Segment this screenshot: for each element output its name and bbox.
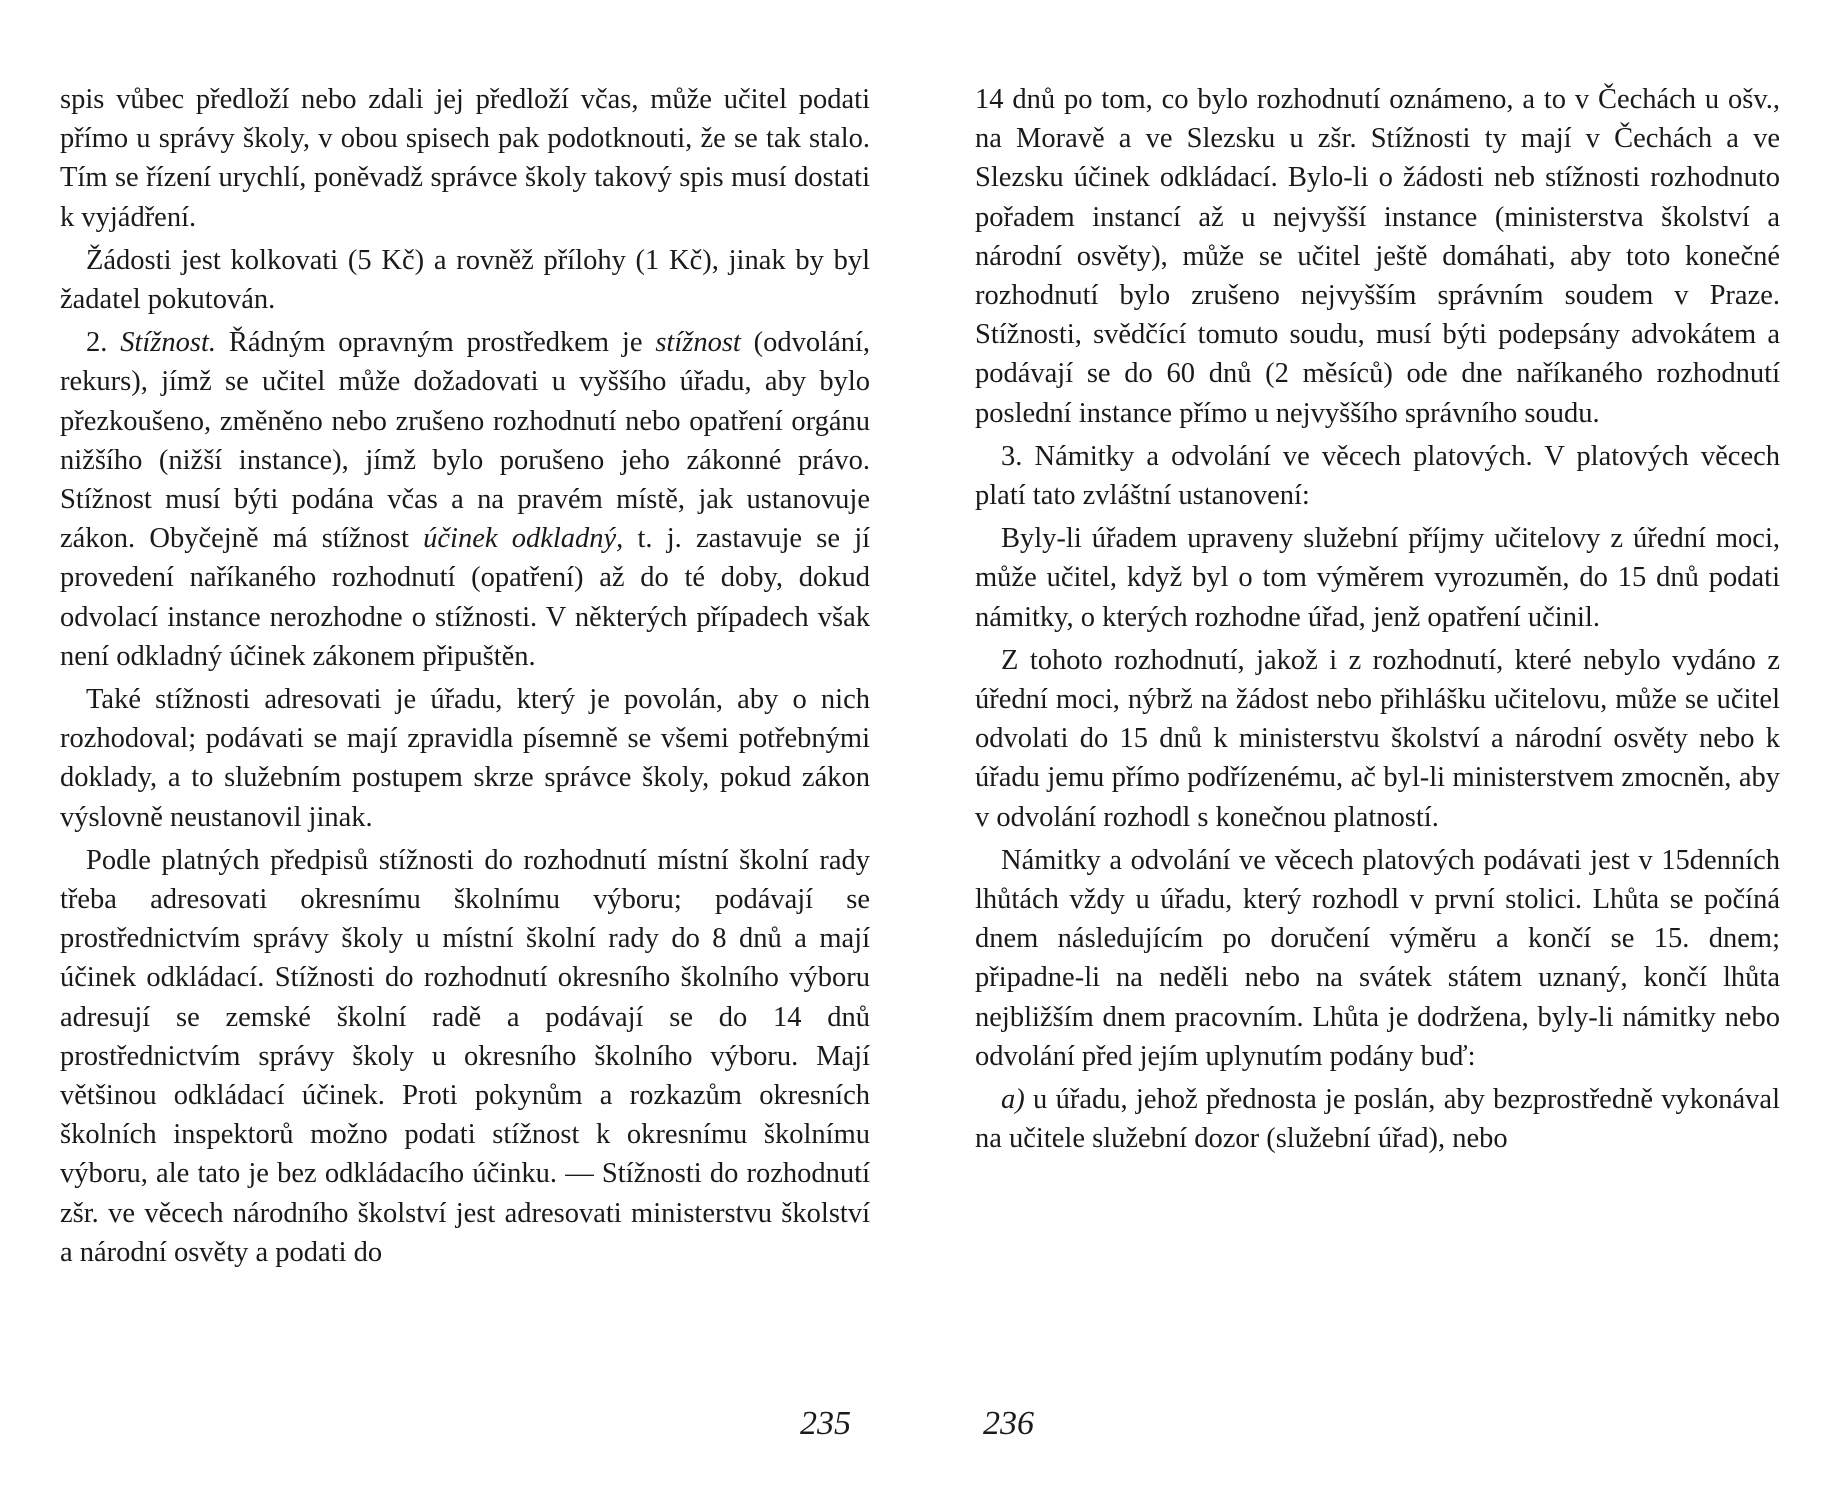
list-marker: a) xyxy=(1001,1084,1025,1116)
section-number: 2. xyxy=(86,327,108,359)
left-page xyxy=(60,80,870,1276)
paragraph-r1: 14 dnů po tom, co bylo rozhodnutí oznámeno, a to v Čechách u ošv., na Moravě a ve Slezsku u zšr. Stížnosti ty mají v Čechách a ve Slezsku účinek odkládací. Bylo-li o žádosti neb stížnosti rozhodnuto pořadem instancí až u nejvyšší instance (ministerstva školství a národní osvěty), může se učitel ještě domáhati, aby toto konečné rozhodnutí bylo zrušeno nejvyšším správním soudem v Praze. Stížnosti, svědčící tomuto soudu, musí býti podepsány advokátem a podávají se do 60 dnů (2 měsíců) ode dne naříkaného rozhodnutí poslední instance přímo u nejvyššího správního soudu. xyxy=(975,84,1780,429)
paragraph-r2: 3. Námitky a odvolání ve věcech platových. V platových věcech platí tato zvláštní ustanovení: xyxy=(975,440,1780,512)
paragraph-r3: Byly-li úřadem upraveny služební příjmy učitelovy z úřední moci, může učitel, když byl o tom výměrem vyrozuměn, do 15 dnů podati námitky, o kterých rozhodne úřad, jenž opatření učinil. xyxy=(975,523,1780,633)
page-number-right: 236 xyxy=(983,1405,1034,1442)
paragraph-5: Podle platných předpisů stížnosti do rozhodnutí místní školní rady třeba adresovati okresnímu školnímu výboru; podávají se prostřednictvím správy školy u místní školní rady do 8 dnů a mají účinek odkládací. Stížnosti do rozhodnutí okresního školního výboru adresují se zemské školní radě a podávají se do 14 dnů prostřednictvím správy školy u okresního školního výboru. Mají většinou odkládací účinek. Proti pokynům a rozkazům okresních školních inspektorů možno podati stížnost k okresnímu školnímu výboru, ale tato je bez odkládacího účinku. — Stížnosti do rozhodnutí zšr. ve věcech národního školství jest adresovati ministerstvu školství a národní osvěty a podati do xyxy=(60,844,870,1268)
paragraph-2: Žádosti jest kolkovati (5 Kč) a rovněž přílohy (1 Kč), jinak by byl žadatel pokutován. xyxy=(60,244,870,316)
italic-term-ucinek: účinek odkladný, xyxy=(423,523,624,555)
right-page xyxy=(975,80,1780,1162)
italic-term-stiznost: stížnost xyxy=(655,327,741,359)
paragraph-3-text-b: (odvolání, rekurs), jímž se učitel může dožadovati u vyššího úřadu, aby bylo přezkoušeno, změněno nebo zrušeno rozhodnutí nebo opatření orgánu nižšího (nižší instance), jímž bylo porušeno jeho zákonné právo. Stížnost musí býti podána včas a na pravém místě, jak ustanovuje zákon. Obyčejně má stížnost xyxy=(60,327,871,555)
paragraph-1: spis vůbec předloží nebo zdali jej předloží včas, může učitel podati přímo u správy školy, v obou spisech pak podotknouti, že se tak stalo. Tím se řízení urychlí, poněvadž správce školy takový spis musí dostati k vyjádření. xyxy=(60,84,870,233)
page-number-left: 235 xyxy=(800,1405,851,1442)
paragraph-3-text-a: Řádným opravným prostředkem je xyxy=(228,327,643,359)
section-heading: Stížnost. xyxy=(120,327,217,359)
paragraph-r6 xyxy=(975,1080,1780,1158)
paragraph-4: Také stížnosti adresovati je úřadu, který je povolán, aby o nich rozhodoval; podávati se mají zpravidla písemně se všemi potřebnými doklady, a to služebním postupem skrze správce školy, pokud zákon výslovně neustanovil jinak. xyxy=(60,684,870,833)
paragraph-r4: Z tohoto rozhodnutí, jakož i z rozhodnutí, které nebylo vydáno z úřední moci, nýbrž na žádost nebo přihlášku učitelovu, může se učitel odvolati do 15 dnů k ministerstvu školství a národní osvěty nebo k úřadu jemu přímo podřízenému, ač byl-li ministerstvem zmocněn, aby v odvolání rozhodl s konečnou platností. xyxy=(975,644,1780,833)
paragraph-r5: Námitky a odvolání ve věcech platových podávati jest v 15denních lhůtách vždy u úřadu, který rozhodl v první stolici. Lhůta se počíná dnem následujícím po doručení výměru a končí se 15. dnem; připadne-li na neděli nebo na svátek státem uznaný, končí lhůta nejbližším dnem pracovním. Lhůta je dodržena, byly-li námitky nebo odvolání před jejím uplynutím podány buď: xyxy=(975,844,1780,1072)
paragraph-r6-text: u úřadu, jehož přednosta je poslán, aby bezprostředně vykonával na učitele služební dozor (služební úřad), nebo xyxy=(975,1084,1780,1155)
paragraph-3 xyxy=(60,323,870,676)
paragraph-3-text-c: t. j. zastavuje se jí provedení naříkaného rozhodnutí (opatření) až do té doby, dokud odvolací instance nerozhodne o stížnosti. V některých případech však není odkladný účinek zákonem připuštěn. xyxy=(60,523,871,672)
